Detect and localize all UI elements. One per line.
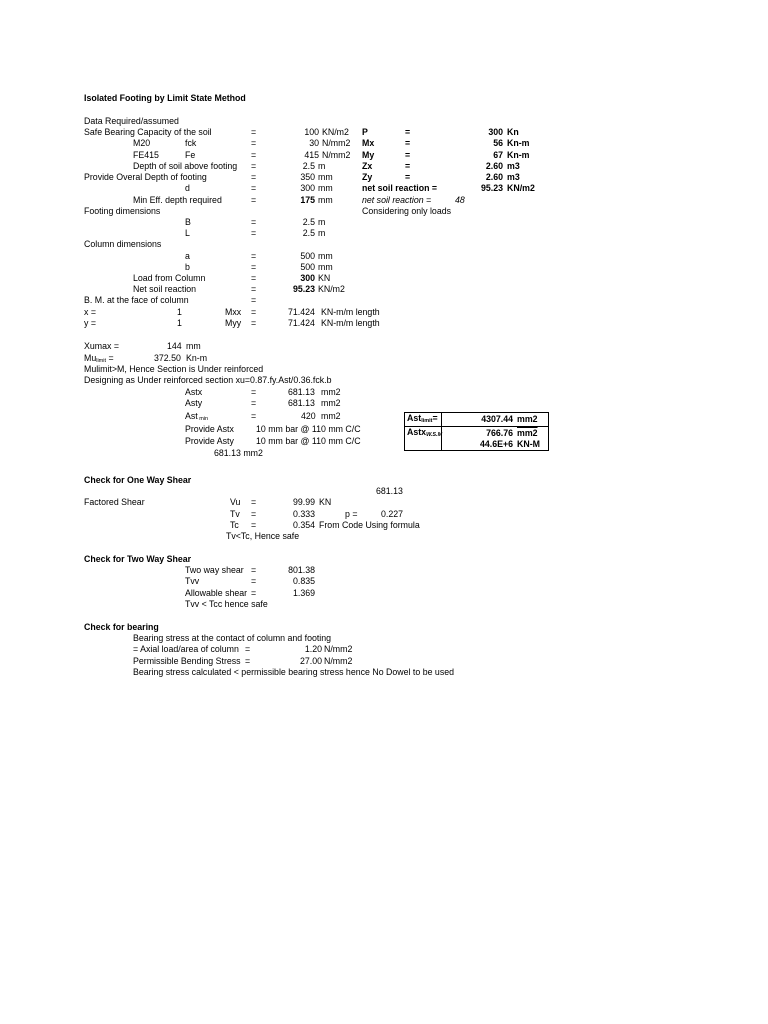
astmin-value: 420 [301,411,316,421]
soil-depth-value: 2.5 [302,161,315,171]
tvv-eq: = [251,576,257,586]
Zx-label: Zx [362,161,373,171]
d-label: d [185,183,190,193]
vu-label: Vu [230,497,241,507]
net-soil-label: Net soil reaction [133,284,197,294]
moment-unit: KN-M [517,439,540,449]
a-label: a [185,251,190,261]
perm-value: 27.00 [299,656,322,666]
load-value: 300 [300,273,315,283]
vu-eq: = [251,497,257,507]
bearing-result: Bearing stress calculated < permissible bearing stress hence No Dowel to be used [133,667,455,677]
load-label: Load from Column [133,273,206,283]
astx-wsm-value: 766.76 [486,428,513,438]
P-value: 300 [488,127,503,137]
overall-depth-unit: mm [318,172,333,182]
Zx-unit: m3 [507,161,520,171]
a-value: 500 [300,251,315,261]
Zy-label: Zy [362,172,373,182]
fck-grade: M20 [133,138,151,148]
x-label: x = [84,307,96,317]
mulimit-unit: Kn-m [186,353,208,363]
net-reaction2-value: 48 [455,195,465,205]
two-way-shear-label: Two way shear [185,565,244,575]
astx-eq: = [251,387,257,397]
L-label: L [185,228,190,238]
fe-value: 415 [304,150,319,160]
astx-value: 681.13 [288,387,315,397]
myy-eq: = [251,318,257,328]
x-val: 1 [177,307,182,317]
soil-depth-eq: = [251,161,257,171]
load-eq: = [251,273,257,283]
astx-label: Astx [185,387,203,397]
Zx-value: 2.60 [485,161,503,171]
L-eq: = [251,228,257,238]
My-unit: Kn-m [507,150,530,160]
load-unit: KN [318,273,331,283]
design-formula-note: Designing as Under reinforced section xu=0.87.fy.Ast/0.36.fck.b [84,375,332,385]
xumax-value: 144 [167,341,182,351]
footing-dims-heading: Footing dimensions [84,206,161,216]
My-value: 67 [493,150,503,160]
fe-name: Fe [185,150,196,160]
Mx-label: Mx [362,138,375,148]
d-value: 300 [300,183,315,193]
xumax-unit: mm [186,341,201,351]
axial-value: 1.20 [304,644,322,654]
results-box [404,412,549,451]
Zy-unit: m3 [507,172,520,182]
min-eff-depth-label: Min Eff. depth required [133,195,222,205]
fck-value: 30 [309,138,319,148]
astmin-label: Ast min [185,411,209,422]
moment-value: 44.6E+6 [479,439,513,449]
one-way-result: Tv<Tc, Hence safe [226,531,300,541]
overall-depth-eq: = [251,172,257,182]
astx-wsm-label: AstxW.S.M [407,427,443,438]
soil-depth-unit: m [318,161,326,171]
allowable-shear-eq: = [251,588,257,598]
sbc-label: Safe Bearing Capacity of the soil [84,127,212,137]
overall-depth-label: Provide Overal Depth of footing [84,172,207,182]
My-eq: = [405,150,411,160]
net-soil-unit: KN/m2 [318,284,345,294]
b-value: 500 [300,262,315,272]
mxx-unit: KN-m/m length [321,307,380,317]
two-way-shear-eq: = [251,565,257,575]
bearing-line1: Bearing stress at the contact of column and footing [133,633,332,643]
asty-label: Asty [185,398,203,408]
allowable-shear-value: 1.369 [292,588,315,598]
column-dims-heading: Column dimensions [84,239,162,249]
a-eq: = [251,251,257,261]
min-eff-depth-eq: = [251,195,257,205]
Zx-eq: = [405,161,411,171]
y-label: y = [84,318,96,328]
B-eq: = [251,217,257,227]
factored-shear-label: Factored Shear [84,497,145,507]
vu-value: 99.99 [293,497,316,507]
asty-value: 681.13 [288,398,315,408]
asty-unit: mm2 [321,398,341,408]
Mx-eq: = [405,138,411,148]
sbc-eq: = [251,127,257,137]
net-soil-value: 95.23 [292,284,315,294]
p-label: p = [345,509,358,519]
astlimit-value: 4307.44 [481,414,513,424]
sbc-unit: KN/m2 [322,127,349,137]
tvv-label: Tvv [185,576,200,586]
min-eff-depth-unit: mm [318,195,333,205]
myy-value: 71.424 [288,318,315,328]
area-value: 681.13 mm2 [214,448,263,458]
bm-face-label: B. M. at the face of column [84,295,189,305]
mxx-eq: = [251,307,257,317]
b-unit: mm [318,262,333,272]
P-eq: = [405,127,411,137]
fck-name: fck [185,138,197,148]
astx-unit: mm2 [321,387,341,397]
b-label: b [185,262,190,272]
perm-eq: = [245,656,251,666]
Zy-value: 2.60 [485,172,503,182]
a-unit: mm [318,251,333,261]
overall-depth-value: 350 [300,172,315,182]
P-label: P [362,127,368,137]
perm-label: Permissible Bending Stress [133,656,241,666]
fe-eq: = [251,150,257,160]
d-eq: = [251,183,257,193]
mxx-label: Mxx [225,307,242,317]
p-value: 0.227 [381,509,404,519]
axial-eq: = [245,644,251,654]
tc-value: 0.354 [293,520,316,530]
one-way-top-value: 681.13 [376,486,403,496]
bm-face-eq: = [251,295,257,305]
myy-unit: KN-m/m length [321,318,380,328]
vu-unit: KN [319,497,332,507]
soil-depth-label: Depth of soil above footing [133,161,238,171]
tv-eq: = [251,509,257,519]
L-unit: m [318,228,326,238]
mulimit-label: Mulimit = [84,353,114,364]
net-reaction-value: 95.23 [480,183,503,193]
astlimit-label: Astlimit= [407,413,438,424]
My-label: My [362,150,375,160]
astlimit-unit: mm2 [517,414,538,424]
loads-note: Considering only loads [362,206,451,216]
net-soil-eq: = [251,284,257,294]
astmin-unit: mm2 [321,411,341,421]
axial-unit: N/mm2 [324,644,353,654]
axial-label: = Axial load/area of column [133,644,239,654]
tv-value: 0.333 [293,509,316,519]
net-reaction-label: net soil reaction = [362,183,438,193]
d-unit: mm [318,183,333,193]
tc-eq: = [251,520,257,530]
tv-label: Tv [230,509,240,519]
page-title: Isolated Footing by Limit State Method [84,93,246,103]
mulimit-value: 372.50 [154,353,181,363]
one-way-shear-heading: Check for One Way Shear [84,475,192,485]
sbc-value: 100 [304,127,319,137]
under-reinforced-note: Mulimit>M, Hence Section is Under reinforced [84,364,264,374]
P-unit: Kn [507,127,519,137]
fck-unit: N/mm2 [322,138,351,148]
Zy-eq: = [405,172,411,182]
tvv-value: 0.835 [292,576,315,586]
astx-wsm-unit: mm2 [517,428,538,438]
provide-astx-value: 10 mm bar @ 110 mm C/C [256,424,361,434]
two-way-shear-value: 801.38 [288,565,315,575]
asty-eq: = [251,398,257,408]
fe-unit: N/mm2 [322,150,351,160]
b-eq: = [251,262,257,272]
B-label: B [185,217,191,227]
B-unit: m [318,217,326,227]
fe-grade: FE415 [133,150,159,160]
B-value: 2.5 [302,217,315,227]
fck-eq: = [251,138,257,148]
net-reaction2-label: net soil reaction = [362,195,432,205]
xumax-label: Xumax = [84,341,119,351]
net-reaction-unit: KN/m2 [507,183,535,193]
L-value: 2.5 [302,228,315,238]
two-way-result: Tvv < Tcc hence safe [185,599,268,609]
bearing-heading: Check for bearing [84,622,159,632]
provide-asty-label: Provide Asty [185,436,234,446]
perm-unit: N/mm2 [324,656,353,666]
Mx-unit: Kn-m [507,138,530,148]
y-val: 1 [177,318,182,328]
astmin-eq: = [251,411,257,421]
provide-asty-value: 10 mm bar @ 110 mm C/C [256,436,361,446]
provide-astx-label: Provide Astx [185,424,234,434]
data-heading: Data Required/assumed [84,116,179,126]
mxx-value: 71.424 [288,307,315,317]
allowable-shear-label: Allowable shear [185,588,248,598]
two-way-shear-heading: Check for Two Way Shear [84,554,192,564]
min-eff-depth-value: 175 [300,195,315,205]
tc-label: Tc [230,520,239,530]
myy-label: Myy [225,318,242,328]
tc-note: From Code Using formula [319,520,420,530]
Mx-value: 56 [493,138,503,148]
